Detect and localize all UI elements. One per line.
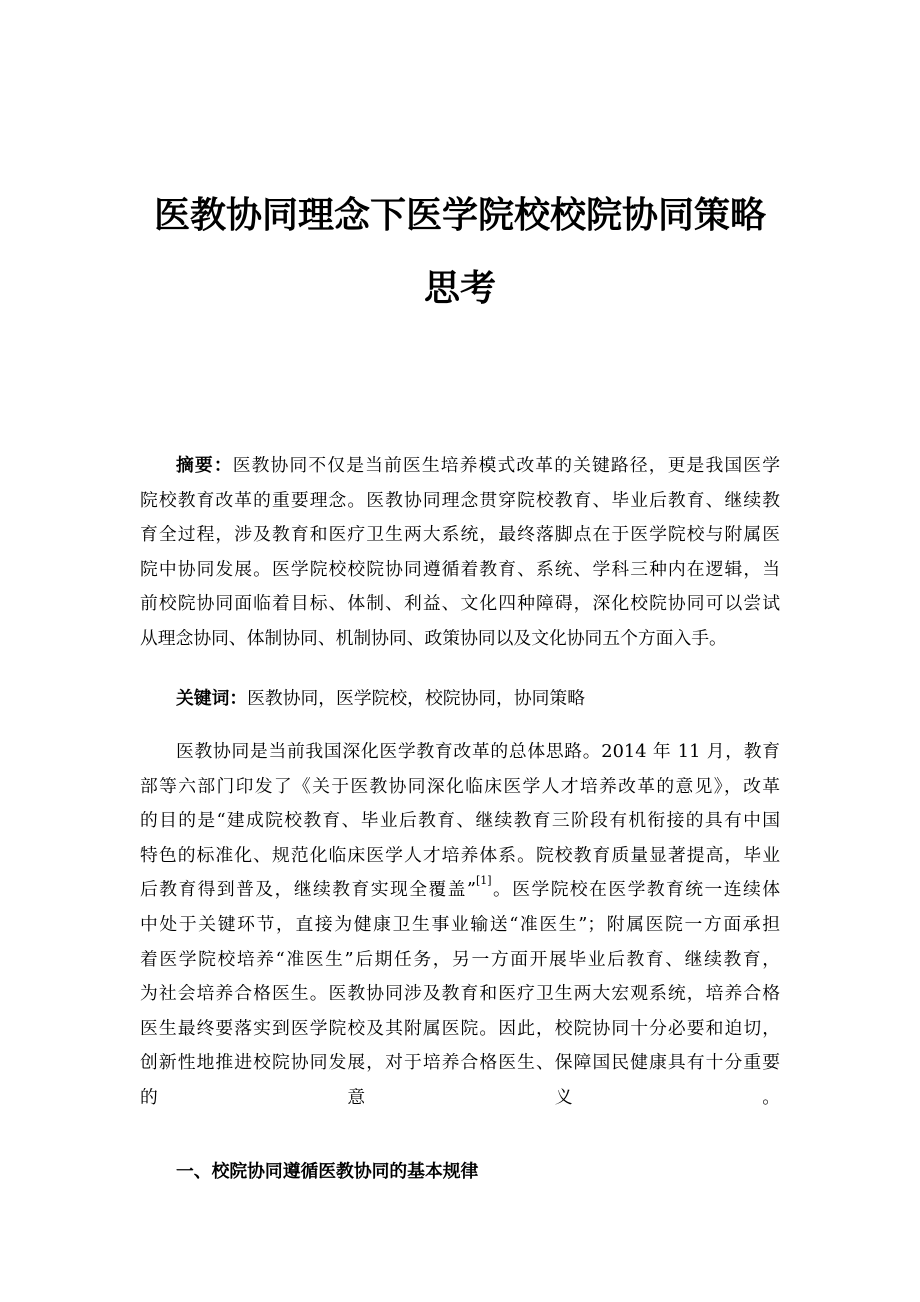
keywords-text: 医教协同，医学院校，校院协同，协同策略 xyxy=(247,688,585,709)
keywords-line xyxy=(140,682,780,717)
body-line: 医教协同是当前我国深化医学教育改革的总体思路。2014 年 11 月，教育 xyxy=(176,741,780,762)
body-line: 中处于关键环节，直接为健康卫生事业输送“准医生”；附属医院一方面承担 xyxy=(140,913,780,935)
abstract-paragraph xyxy=(140,449,780,657)
abstract-line: 摘要：医教协同不仅是当前医生培养模式改革的关键路径，更是我国医学 xyxy=(176,455,780,476)
keywords-paragraph xyxy=(140,682,780,717)
abstract-line: 前校院协同面临着目标、体制、利益、文化四种障碍，深化校院协同可以尝试 xyxy=(140,593,780,615)
body-line: 创新性地推进校院协同发展，对于培养合格医生、保障国民健康具有十分重要 xyxy=(140,1052,780,1074)
abstract-line: 院中协同发展。医学院校校院协同遵循着教育、系统、学科三种内在逻辑，当 xyxy=(140,558,780,580)
body-line xyxy=(140,1116,780,1151)
abstract-label: 摘要： xyxy=(176,455,233,476)
body-line: 着医学院校培养“准医生”后期任务，另一方面开展毕业后教育、继续教育， xyxy=(140,948,780,970)
document-title: 医教协同理念下医学院校校院协同策略 xyxy=(153,195,766,236)
section-heading: 一、校院协同遵循医教协同的基本规律 xyxy=(176,1161,479,1182)
document-title-continued: 思考 xyxy=(423,268,496,309)
body-line: 的目的是“建成院校教育、毕业后教育、继续教育三阶段有机衔接的具有中国 xyxy=(140,810,780,832)
body-paragraph xyxy=(140,735,780,1150)
abstract-line: 育全过程，涉及教育和医疗卫生两大系统，最终落脚点在于医学院校与附属医 xyxy=(140,524,780,546)
keywords-label: 关键词： xyxy=(176,688,248,709)
body-line: 医生最终要落实到医学院校及其附属医院。因此，校院协同十分必要和迫切， xyxy=(140,1017,780,1039)
body-line: 后教育得到普及，继续教育实现全覆盖”[1]。医学院校在医学教育统一连续体 xyxy=(140,874,780,901)
citation-marker: [1] xyxy=(475,874,492,888)
body-line: 为社会培养合格医生。医教协同涉及教育和医疗卫生两大宏观系统，培养合格 xyxy=(140,983,780,1005)
body-line: 的意义。 xyxy=(140,1086,780,1108)
abstract-line: 从理念协同、体制协同、机制协同、政策协同以及文化协同五个方面入手。 xyxy=(140,627,727,649)
body-line: 部等六部门印发了《关于医教协同深化临床医学人才培养改革的意见》，改革 xyxy=(140,775,780,797)
abstract-line: 院校教育改革的重要理念。医教协同理念贯穿院校教育、毕业后教育、继续教 xyxy=(140,489,780,511)
body-line: 特色的标准化、规范化临床医学人才培养体系。院校教育质量显著提高，毕业 xyxy=(140,844,780,866)
